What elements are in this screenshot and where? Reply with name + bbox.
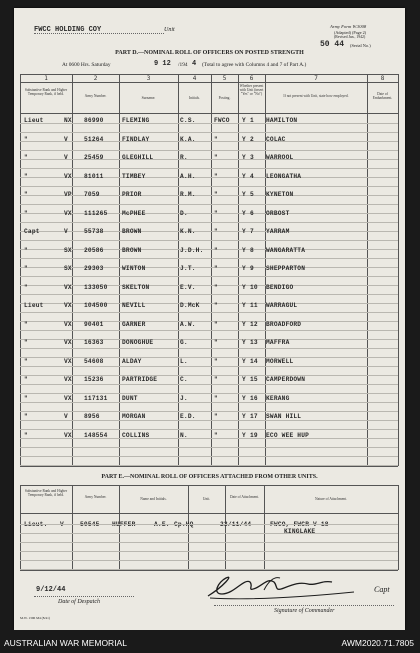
ruled-line [20,569,398,570]
row-surname: SKELTON [122,283,150,291]
ruled-line [20,321,398,322]
row-rank: " [24,172,28,180]
ruled-line [20,141,398,142]
row-initials: N. [180,431,188,439]
ruled-line [20,159,398,160]
row-rank: " [24,154,28,161]
ruled-line [20,258,398,259]
row-rank: " [24,283,28,291]
ruled-line [20,213,398,214]
row-employment: MORWELL [266,357,294,365]
row-present: Y [242,413,246,420]
commander-signature [204,568,364,604]
row-posting: " [214,209,218,217]
ruled-line [20,195,398,196]
row-initials: K.A. [180,135,196,143]
row-rank: " [24,135,28,143]
row-present: Y [242,394,246,402]
ruled-line [20,456,398,457]
row-serial: 5 [250,191,254,198]
e-nature-line1: FWCO, FWCR V 18 [270,521,329,528]
row-serial: 7 [250,228,254,235]
row-number-prefix: VX [64,209,72,217]
row-initials: K.N. [180,228,196,235]
ruled-line [20,240,398,241]
row-initials: R.M. [180,191,196,198]
archive-footer [0,630,420,653]
row-serial: 19 [250,431,258,439]
col-number: 8 [380,75,385,82]
ruled-line [20,312,398,313]
ruled-line [20,411,398,412]
col-header-rank: Substantive Rank and Higher Temporary Rank, if held. [24,88,68,97]
ruled-line [20,542,398,543]
row-posting: FWCO [214,117,230,124]
ruled-line [20,177,398,178]
date-typed: 9 12 [154,60,171,68]
row-employment: SHEPPARTON [266,265,306,272]
ruled-line [20,348,398,349]
ruled-line [20,357,398,358]
row-posting: " [214,246,218,254]
army-form-label: Army Form W.3008 [330,24,367,29]
row-initials: D.McK [180,302,200,309]
row-serial: 1 [250,117,254,124]
row-initials: J. [180,394,188,402]
ruled-line [20,249,398,250]
printer-mark: M.W. 1396 M4 (8/41) [20,616,50,620]
row-initials: J.T. [180,265,196,272]
col-header-present: Whether present with Unit (insert "Yes" or "No") [239,84,264,97]
row-employment: KERANG [266,394,290,402]
row-rank: " [24,320,28,328]
archive-name: AUSTRALIAN WAR MEMORIAL [4,638,127,648]
signature-label: Signature of Commander [274,608,335,614]
row-rank: Lieut [24,302,44,309]
row-posting: " [214,413,218,420]
row-army-number: 29303 [84,265,104,272]
row-rank: Lieut [24,117,44,124]
ruled-line [20,524,398,525]
ruled-line [20,438,398,439]
row-initials: E.D. [180,413,196,420]
row-number-prefix: VX [64,172,72,180]
row-initials: E.V. [180,283,196,291]
row-serial: 2 [250,135,254,143]
row-surname: ALDAY [122,357,142,365]
row-employment: WANGARATTA [266,246,306,254]
row-number-prefix: VX [64,376,72,383]
ruled-line [20,303,398,304]
row-surname: McPHEE [122,209,146,217]
year-label: /194 [178,62,188,68]
row-initials: D. [180,209,188,217]
row-present: Y [242,431,246,439]
archive-accession: AWM2020.71.7805 [341,638,414,648]
row-posting: " [214,339,218,346]
row-employment: BROADFORD [266,320,302,328]
row-present: Y [242,154,246,161]
e-header-army-number: Army Number. [84,495,107,499]
ruled-line [20,123,398,124]
row-present: Y [242,320,246,328]
row-number-prefix: VX [64,283,72,291]
ruled-line [20,168,398,169]
row-employment: MAFFRA [266,339,290,346]
col-header-employment: If not present with Unit, state how employed. [283,94,349,98]
serial-label: (Serial No.) [350,43,371,48]
part-e-header-border [20,513,398,514]
part-e-title: PART E.—NOMINAL ROLL OF OFFICERS ATTACHED FROM OTHER UNITS. [101,474,318,480]
row-posting: " [214,283,218,291]
ruled-line [20,294,398,295]
row-army-number: 133050 [84,283,108,291]
colnum-border [20,82,398,83]
row-surname: FINDLAY [122,135,150,143]
row-serial: 10 [250,283,258,291]
col-border [72,485,73,570]
e-unit: Cp.HQ [174,521,194,528]
e-header-rank: Substantive Rank and Higher Temporary Rank, if held. [24,489,68,498]
row-army-number: 7059 [84,191,100,198]
ruled-line [20,231,398,232]
row-rank: " [24,209,28,217]
col-header-army-number: Army Number. [84,94,107,98]
col-header-posting: Posting. [218,96,231,100]
row-surname: WINTON [122,265,146,272]
row-initials: A.H. [180,172,196,180]
row-posting: " [214,172,218,180]
row-surname: MORGAN [122,413,146,420]
row-rank: " [24,431,28,439]
e-nature-line2: KINGLAKE [284,528,316,535]
ruled-line [20,447,398,448]
row-serial: 17 [250,413,258,420]
part-e-top-border [20,485,398,486]
row-army-number: 54608 [84,357,104,365]
row-present: Y [242,302,246,309]
ruled-line [20,551,398,552]
row-army-number: 81011 [84,172,104,180]
ruled-line [20,330,398,331]
row-number-prefix: NX [64,117,72,124]
row-number-prefix: VX [64,394,72,402]
row-posting: " [214,394,218,402]
col-header-embarkation: Date of Embarkment. [372,92,393,101]
e-initials: A.E. [154,521,170,528]
table-bottom-border [20,466,398,467]
row-serial: 15 [250,376,258,383]
row-present: Y [242,246,246,254]
row-present: Y [242,283,246,291]
col-border [398,74,399,466]
col-header-surname: Surname. [141,96,156,100]
total-note: (Total to agree with Columns 4 and 7 of Part A.) [202,62,307,68]
col-number: 7 [314,75,318,82]
row-rank: " [24,191,28,198]
row-army-number: 51264 [84,135,104,143]
document-sheet [14,8,405,630]
ruled-line [20,285,398,286]
ruled-line [20,393,398,394]
row-rank: " [24,357,28,365]
row-present: Y [242,209,246,217]
row-army-number: 86990 [84,117,104,124]
row-army-number: 117131 [84,394,108,402]
col-number: 2 [93,75,98,82]
row-number-prefix: VX [64,320,72,328]
row-initials: C. [180,376,188,383]
despatch-date: 9/12/44 [36,586,66,594]
row-employment: LEONGATHA [266,172,302,180]
row-present: Y [242,339,246,346]
ruled-line [20,560,398,561]
col-number: 6 [249,75,254,82]
row-serial: 3 [250,154,254,161]
ruled-line [20,339,398,340]
row-posting: " [214,265,218,272]
row-rank: " [24,265,28,272]
col-number: 5 [222,75,227,82]
ruled-line [20,132,398,133]
row-number-prefix: VX [64,357,72,365]
row-army-number: 104500 [84,302,108,309]
ruled-line [20,204,398,205]
e-surname: HUFFER [112,521,136,528]
col-number: 1 [44,75,48,82]
row-army-number: 90401 [84,320,104,328]
row-employment: BENDIGO [266,283,294,291]
row-surname: DONOGHUE [122,339,154,346]
row-present: Y [242,376,246,383]
row-serial: 9 [250,265,254,272]
at-hours-label: At 0600 Hrs. Saturday [62,62,111,68]
signature-underline [214,605,394,606]
row-army-number: 20586 [84,246,104,254]
row-surname: BROWN [122,228,142,235]
row-employment: ORBOST [266,209,290,217]
ruled-line [20,375,398,376]
e-rank: Lieut. [24,521,48,528]
row-initials: J.D.H. [180,246,204,254]
row-rank: Capt [24,228,40,235]
row-present: Y [242,172,246,180]
col-header-initials: Initials. [189,96,200,100]
row-rank: " [24,394,28,402]
row-present: Y [242,357,246,365]
row-army-number: 55738 [84,228,104,235]
row-present: Y [242,191,246,198]
row-surname: PARTRIDGE [122,376,158,383]
row-army-number: 148554 [84,431,108,439]
row-posting: " [214,302,218,309]
e-army-number: 50545 [80,521,100,528]
row-initials: L. [180,357,188,365]
row-posting: " [214,135,218,143]
row-serial: 16 [250,394,258,402]
col-number: 4 [192,75,197,82]
row-serial: 14 [250,357,258,365]
row-number-prefix: V [64,154,68,161]
row-initials: G. [180,339,188,346]
adapted-label: (Adapted) (Page 2) [334,30,367,35]
despatch-label: Date of Despatch [58,599,100,605]
row-surname: COLLINS [122,431,150,439]
col-border [398,485,399,570]
row-number-prefix: VX [64,302,72,309]
row-employment: HAMILTON [266,117,298,124]
row-rank: " [24,246,28,254]
row-army-number: 25459 [84,154,104,161]
row-surname: TIMBEY [122,172,146,180]
row-surname: GARNER [122,320,146,328]
part-d-title: PART D.—NOMINAL ROLL OF OFFICERS ON POSTED STRENGTH [115,50,304,56]
row-employment: COLAC [266,135,286,143]
col-border [20,485,21,570]
row-employment: ECO WEE HUP [266,431,310,439]
e-header-nature: Nature of Attachment. [314,497,348,501]
row-surname: PRIOR [122,191,142,198]
row-posting: " [214,431,218,439]
unit-name: FWCC HOLDING COY [34,26,102,34]
row-number-prefix: V [64,413,68,420]
row-surname: GLEGHILL [122,154,154,161]
row-posting: " [214,191,218,198]
row-rank: " [24,413,28,420]
unit-underline [34,33,164,34]
row-employment: WARROOL [266,154,294,161]
row-employment: YARRAM [266,228,290,235]
row-employment: WARRAGUL [266,302,298,309]
e-header-name: Name and Initials. [140,497,167,501]
row-number-prefix: SX [64,246,72,254]
row-present: Y [242,228,246,235]
ruled-line [20,150,398,151]
ruled-line [20,267,398,268]
row-serial: 12 [250,320,258,328]
row-posting: " [214,357,218,365]
e-header-unit: Unit. [202,497,211,501]
row-posting: " [214,376,218,383]
row-serial: 13 [250,339,258,346]
ruled-line [20,465,398,466]
ruled-line [20,533,398,534]
row-present: Y [242,135,246,143]
row-number-prefix: VX [64,431,72,439]
row-serial: 11 [250,302,258,309]
row-army-number: 16363 [84,339,104,346]
row-army-number: 8956 [84,413,100,420]
row-initials: A.W. [180,320,196,328]
unit-label: Unit [164,27,175,33]
signature-rank: Capt [374,585,390,594]
row-number-prefix: VP [64,191,72,198]
row-employment: SWAN HILL [266,413,302,420]
row-army-number: 15236 [84,376,104,383]
row-rank: " [24,376,28,383]
e-date: 23/11/44 [220,521,252,528]
e-header-date: Date of Attachment. [229,495,260,499]
row-number-prefix: V [64,228,68,235]
row-serial: 8 [250,246,254,254]
header-bottom-border [20,113,398,114]
row-initials: R. [180,154,188,161]
row-serial: 4 [250,172,254,180]
row-posting: " [214,154,218,161]
col-border [264,485,265,570]
row-present: Y [242,265,246,272]
row-posting: " [214,228,218,235]
row-surname: BROWN [122,246,142,254]
row-initials: C.S. [180,117,196,124]
ruled-line [20,366,398,367]
revised-label: (Revised Jan., 1942) [334,35,366,39]
ruled-line [20,186,398,187]
row-number-prefix: SX [64,265,72,272]
row-employment: CAMPERDOWN [266,376,306,383]
ruled-line [20,384,398,385]
row-rank: " [24,339,28,346]
ruled-line [20,402,398,403]
col-number: 3 [146,75,151,82]
row-surname: NEVILL [122,302,146,309]
row-posting: " [214,320,218,328]
row-serial: 6 [250,209,254,217]
row-number-prefix: VX [64,339,72,346]
row-present: Y [242,117,246,124]
e-number-prefix: V [60,521,64,528]
ruled-line [20,276,398,277]
ruled-line [20,429,398,430]
ruled-line [20,222,398,223]
row-number-prefix: V [64,135,68,143]
ruled-line [20,420,398,421]
row-surname: DUNT [122,394,138,402]
serial-number: 50 44 [320,40,345,49]
row-employment: KYNETON [266,191,294,198]
year-typed: 4 [192,60,197,68]
row-army-number: 111265 [84,209,108,217]
despatch-underline [34,596,134,597]
row-surname: FLEMING [122,117,150,124]
